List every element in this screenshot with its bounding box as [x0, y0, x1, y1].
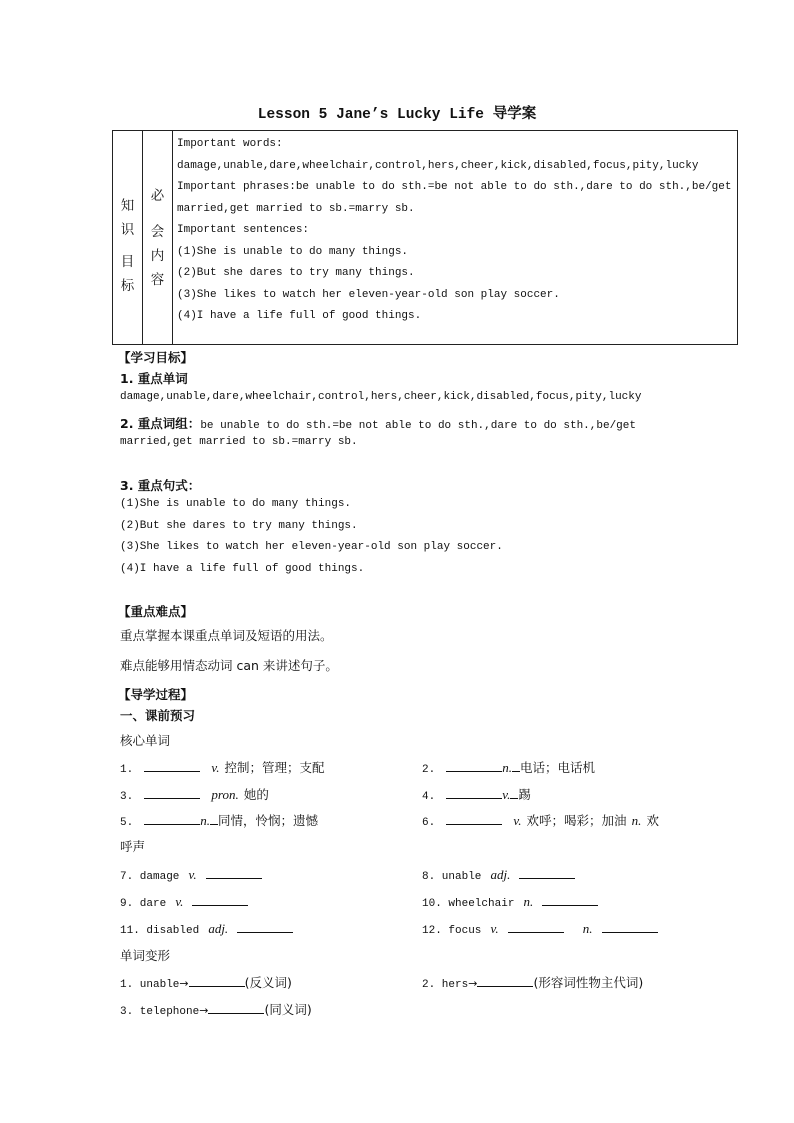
- goal-item-2-text: be unable to do sth.=be not able to do sth.,dare to do sth.,be/get: [200, 420, 636, 432]
- vocab-item-6: 6. v. 欢呼；喝彩；加油 n. 欢: [422, 813, 660, 829]
- title-cn: 导学案: [492, 106, 537, 122]
- vocab-item-2: 2. n. 电话；电话机: [422, 760, 596, 776]
- page-title: [0, 102, 794, 123]
- sentence-line: (1)She is unable to do many things.: [120, 498, 352, 510]
- word-form-2: 2. hers→ (形容词性物主代词): [422, 975, 644, 991]
- word-forms-heading: 单词变形: [120, 948, 171, 963]
- vocab-item-10: 10. wheelchair n.: [422, 891, 598, 910]
- knowledge-goals-table: [112, 130, 738, 345]
- goal-content-cell: [173, 131, 738, 345]
- content-line: married,get married to sb.=marry sb.: [177, 202, 415, 215]
- vocab-item-5: 5. n. 同情，怜悯；遗憾: [120, 813, 319, 829]
- content-line: (1)She is unable to do many things.: [177, 245, 409, 258]
- vocab-item-12: 12. focus v. n.: [422, 918, 658, 937]
- vocab-item-7: 7. damage v.: [120, 864, 262, 883]
- answer-blank[interactable]: [446, 786, 502, 799]
- content-line: Important words:: [177, 138, 283, 150]
- answer-blank[interactable]: [602, 920, 658, 933]
- label-char: 会: [150, 223, 165, 240]
- answer-blank[interactable]: [237, 920, 293, 933]
- sentence-line: (2)But she dares to try many things.: [120, 520, 358, 532]
- label-char: 内: [150, 247, 165, 264]
- difficulty-line: 难点能够用情态动词 can 来讲述句子。: [120, 658, 338, 673]
- label-char: 知: [120, 197, 135, 214]
- answer-blank[interactable]: [446, 812, 502, 825]
- label-char: 识: [120, 221, 135, 238]
- goal-label-cell: [113, 131, 143, 345]
- process-heading: 【导学过程】: [118, 687, 194, 702]
- content-line: (4)I have a life full of good things.: [177, 310, 422, 322]
- vocab-item-4: 4. v. 踢: [422, 787, 531, 803]
- word-form-3: 3. telephone→ (同义词): [120, 1002, 312, 1018]
- answer-blank[interactable]: [144, 759, 200, 772]
- content-line: Important phrases:be unable to do sth.=be not able to do sth.,dare to do sth.,be/get: [177, 181, 732, 193]
- label-char: 容: [150, 271, 165, 288]
- vocab-item-6-cont: 呼声: [120, 839, 146, 854]
- goal-item-1-text: damage,unable,dare,wheelchair,control,hers,cheer,kick,disabled,focus,pity,lucky: [120, 391, 642, 403]
- content-label-cell: [143, 131, 173, 345]
- label-char: 目: [120, 253, 135, 270]
- answer-blank[interactable]: [144, 786, 200, 799]
- vocab-item-8: 8. unable adj.: [422, 864, 575, 883]
- content-line: (3)She likes to watch her eleven-year-old son play soccer.: [177, 288, 560, 301]
- key-point-line: 重点掌握本课重点单词及短语的用法。: [120, 628, 333, 643]
- content-line: damage,unable,dare,wheelchair,control,hers,cheer,kick,disabled,focus,pity,lucky: [177, 159, 699, 172]
- answer-blank[interactable]: [192, 893, 248, 906]
- word-form-1: 1. unable→ (反义词): [120, 975, 292, 991]
- arrow-icon: →: [199, 1004, 209, 1017]
- answer-blank[interactable]: [519, 866, 575, 879]
- answer-blank[interactable]: [189, 974, 245, 987]
- vocab-item-11: 11. disabled adj.: [120, 918, 293, 937]
- label-char: 标: [120, 277, 135, 294]
- vocab-item-3: 3. pron. 她的: [120, 787, 269, 803]
- key-points-heading: 【重点难点】: [118, 604, 194, 619]
- sentence-line: (4)I have a life full of good things.: [120, 563, 365, 575]
- goal-item-1-label: 1. 重点单词: [120, 371, 188, 386]
- preview-heading: 一、课前预习: [120, 708, 196, 723]
- answer-blank[interactable]: [477, 974, 533, 987]
- goal-item-2-cont: married,get married to sb.=marry sb.: [120, 436, 358, 448]
- answer-blank[interactable]: [206, 866, 262, 879]
- content-line: (2)But she dares to try many things.: [177, 267, 415, 279]
- study-goals-heading: 【学习目标】: [118, 350, 194, 365]
- answer-blank[interactable]: [446, 759, 502, 772]
- goal-item-2: [120, 413, 636, 432]
- content-line: Important sentences:: [177, 224, 310, 236]
- answer-blank[interactable]: [508, 920, 564, 933]
- vocab-item-1: 1. v. 控制；管理；支配: [120, 760, 325, 776]
- answer-blank[interactable]: [144, 812, 200, 825]
- answer-blank[interactable]: [542, 893, 598, 906]
- arrow-icon: →: [179, 977, 189, 990]
- answer-blank[interactable]: [208, 1001, 264, 1014]
- title-en: Lesson 5 Jane’s Lucky Life: [257, 107, 485, 123]
- sentence-line: (3)She likes to watch her eleven-year-old son play soccer.: [120, 541, 503, 553]
- goal-item-2-label: 2. 重点词组：: [120, 416, 201, 431]
- goal-item-3-label: 3. 重点句式：: [120, 478, 201, 493]
- arrow-icon: →: [468, 977, 478, 990]
- vocab-item-9: 9. dare v.: [120, 891, 248, 910]
- label-char: 必: [150, 187, 165, 204]
- core-words-heading: 核心单词: [120, 733, 171, 748]
